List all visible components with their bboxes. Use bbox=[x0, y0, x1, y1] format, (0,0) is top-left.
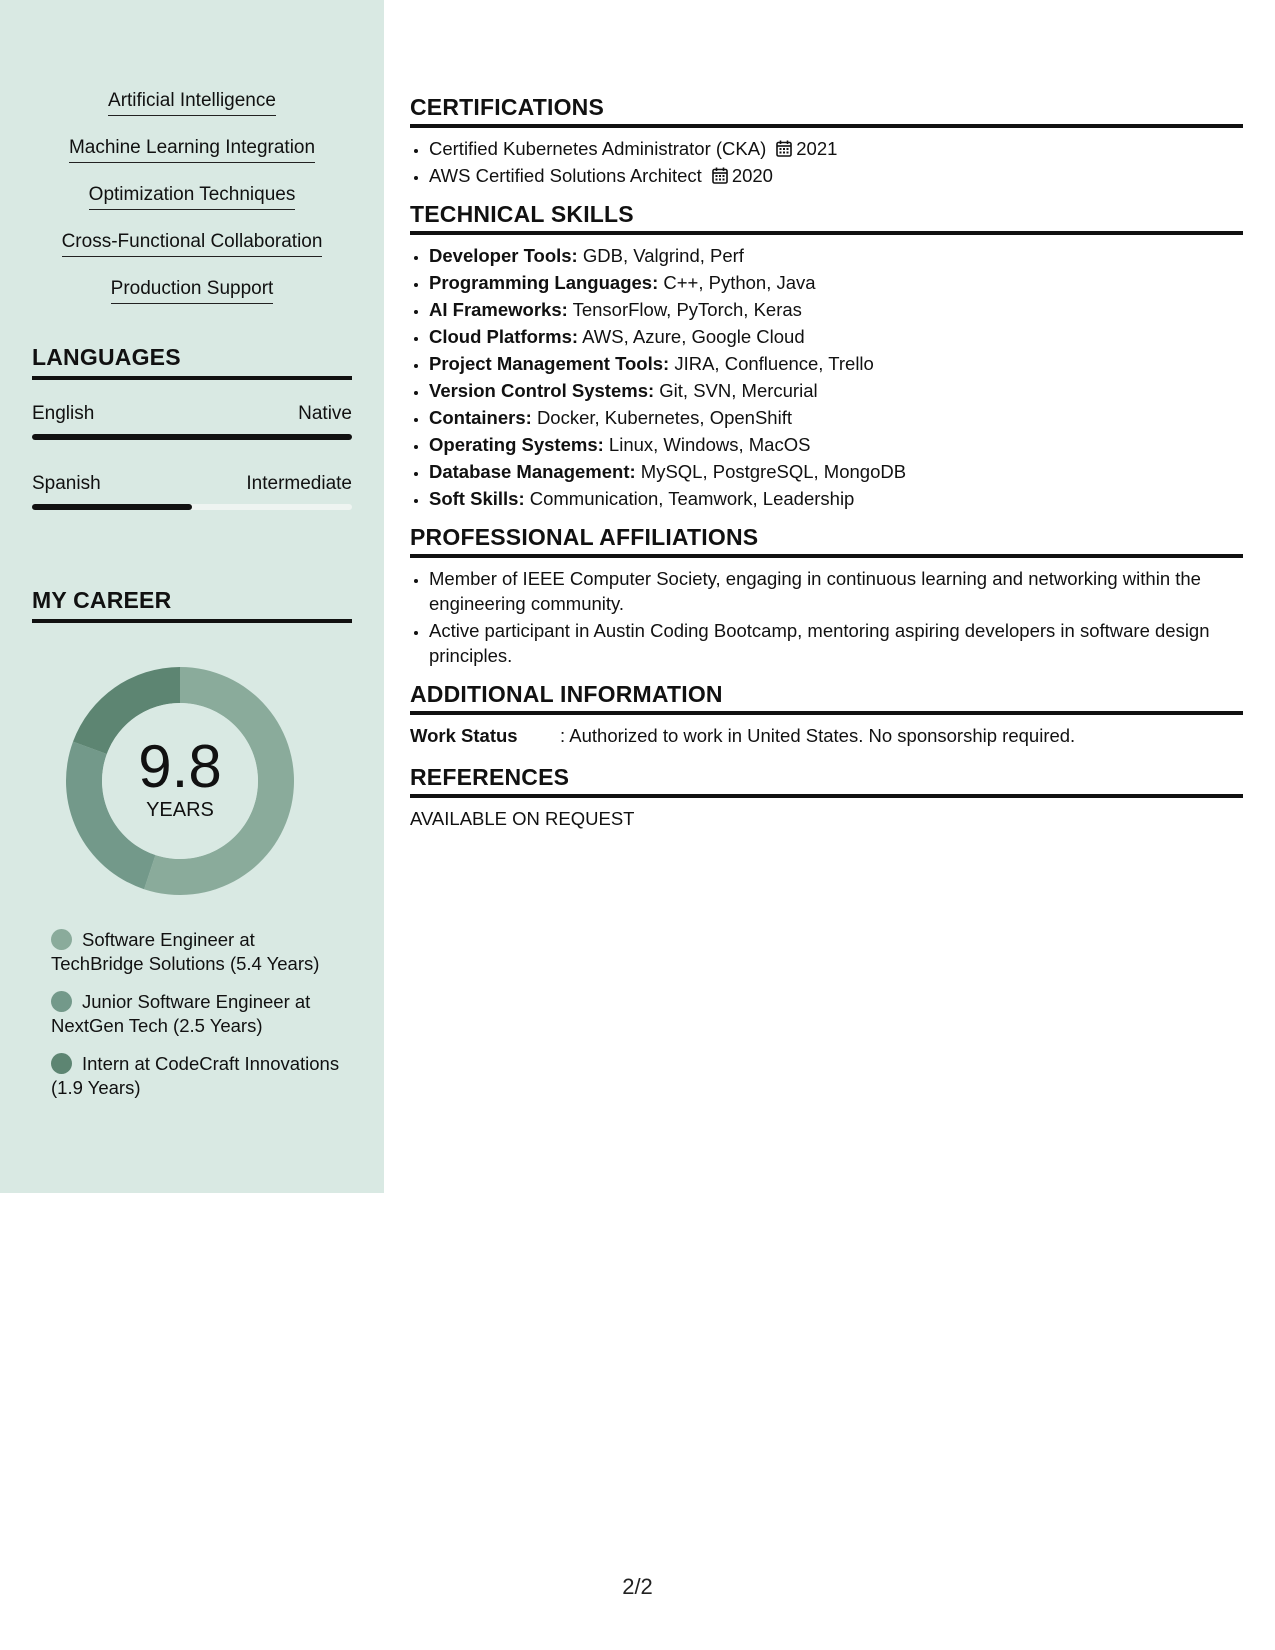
skill-label: Operating Systems: bbox=[429, 434, 604, 455]
language-level: Intermediate bbox=[246, 473, 352, 494]
skill-value: JIRA, Confluence, Trello bbox=[674, 353, 874, 374]
language-proficiency-bar bbox=[32, 434, 352, 440]
main-content bbox=[410, 94, 1243, 831]
technical-skills-heading: TECHNICAL SKILLS bbox=[410, 201, 1243, 235]
certification-name: AWS Certified Solutions Architect bbox=[429, 165, 702, 186]
skill-tag: Cross-Functional Collaboration bbox=[62, 229, 323, 257]
skill-tag: Artificial Intelligence bbox=[108, 88, 276, 116]
references-heading: REFERENCES bbox=[410, 764, 1243, 798]
skill-item bbox=[429, 459, 1243, 484]
career-total-value: 9.8 bbox=[138, 733, 222, 800]
skill-value: Git, SVN, Mercurial bbox=[659, 380, 818, 401]
skill-item bbox=[429, 324, 1243, 349]
career-donut-chart bbox=[66, 667, 294, 895]
skill-item bbox=[429, 243, 1243, 268]
career-heading: MY CAREER bbox=[32, 587, 352, 623]
skill-item bbox=[429, 378, 1243, 403]
skill-tag: Machine Learning Integration bbox=[69, 135, 315, 163]
skill-item bbox=[429, 297, 1243, 322]
language-name: Spanish bbox=[32, 473, 101, 494]
skill-value: C++, Python, Java bbox=[663, 272, 816, 293]
calendar-icon bbox=[776, 140, 792, 157]
skill-value: GDB, Valgrind, Perf bbox=[582, 245, 744, 266]
career-legend bbox=[51, 928, 341, 1114]
skill-value: AWS, Azure, Google Cloud bbox=[582, 326, 805, 347]
legend-dot-icon bbox=[51, 929, 72, 950]
certification-name: Certified Kubernetes Administrator (CKA) bbox=[429, 138, 767, 159]
skill-item bbox=[429, 270, 1243, 295]
skill-item bbox=[429, 405, 1243, 430]
legend-dot-icon bbox=[51, 1053, 72, 1074]
skill-item bbox=[429, 351, 1243, 376]
work-status-label: Work Status bbox=[410, 725, 518, 746]
skill-label: Database Management: bbox=[429, 461, 636, 482]
skill-value: Docker, Kubernetes, OpenShift bbox=[536, 407, 792, 428]
page-number: 2/2 bbox=[622, 1574, 653, 1599]
skill-label: AI Frameworks: bbox=[429, 299, 568, 320]
affiliation-item: • Active participant in Austin Coding Bootcamp, mentoring aspiring developers in software design principles. bbox=[429, 618, 1243, 668]
skill-label: Soft Skills: bbox=[429, 488, 525, 509]
legend-item bbox=[51, 990, 341, 1038]
skill-tag: Production Support bbox=[111, 276, 274, 304]
additional-info-heading: ADDITIONAL INFORMATION bbox=[410, 681, 1243, 715]
language-row bbox=[32, 403, 352, 425]
skill-label: Programming Languages: bbox=[429, 272, 659, 293]
certification-item bbox=[429, 136, 1243, 161]
skill-label: Project Management Tools: bbox=[429, 353, 670, 374]
certifications-heading: CERTIFICATIONS bbox=[410, 94, 1243, 128]
legend-dot-icon bbox=[51, 991, 72, 1012]
affiliations-heading: PROFESSIONAL AFFILIATIONS bbox=[410, 524, 1243, 558]
skill-label: Containers: bbox=[429, 407, 532, 428]
career-total-unit: YEARS bbox=[146, 799, 214, 821]
skill-item bbox=[429, 432, 1243, 457]
language-level: Native bbox=[298, 403, 352, 424]
languages-heading: LANGUAGES bbox=[32, 344, 352, 380]
language-proficiency-fill bbox=[32, 504, 192, 510]
references-text: AVAILABLE ON REQUEST bbox=[410, 808, 635, 829]
language-proficiency-fill bbox=[32, 434, 352, 440]
skill-value: TensorFlow, PyTorch, Keras bbox=[572, 299, 802, 320]
skill-value: MySQL, PostgreSQL, MongoDB bbox=[640, 461, 907, 482]
affiliations-list bbox=[410, 566, 1243, 668]
skill-label: Version Control Systems: bbox=[429, 380, 655, 401]
skill-item bbox=[429, 486, 1243, 511]
skills-list bbox=[0, 88, 384, 323]
legend-label: Intern at CodeCraft Innovations (1.9 Years) bbox=[51, 1053, 340, 1098]
legend-label: Software Engineer at TechBridge Solutions (5.4 Years) bbox=[51, 929, 320, 974]
skill-label: Developer Tools: bbox=[429, 245, 578, 266]
work-status-row bbox=[410, 723, 1243, 748]
language-proficiency-bar bbox=[32, 504, 352, 510]
skill-tag: Optimization Techniques bbox=[89, 182, 296, 210]
sidebar bbox=[0, 0, 384, 1193]
legend-item bbox=[51, 1052, 341, 1100]
skill-label: Cloud Platforms: bbox=[429, 326, 579, 347]
legend-item bbox=[51, 928, 341, 976]
language-name: English bbox=[32, 403, 95, 424]
donut-center bbox=[66, 667, 294, 895]
work-status-value: : Authorized to work in United States. No sponsorship required. bbox=[560, 725, 1076, 746]
language-row bbox=[32, 473, 352, 495]
calendar-icon bbox=[712, 167, 728, 184]
legend-label: Junior Software Engineer at NextGen Tech (2.5 Years) bbox=[51, 991, 311, 1036]
skill-value: Linux, Windows, MacOS bbox=[608, 434, 811, 455]
certifications-list bbox=[410, 136, 1243, 188]
technical-skills-list bbox=[410, 243, 1243, 511]
skill-value: Communication, Teamwork, Leadership bbox=[529, 488, 855, 509]
certification-year: 2021 bbox=[796, 138, 838, 159]
certification-item bbox=[429, 163, 1243, 188]
certification-year: 2020 bbox=[731, 165, 773, 186]
affiliation-item: • Member of IEEE Computer Society, engaging in continuous learning and networking within the engineering community. bbox=[429, 566, 1243, 616]
